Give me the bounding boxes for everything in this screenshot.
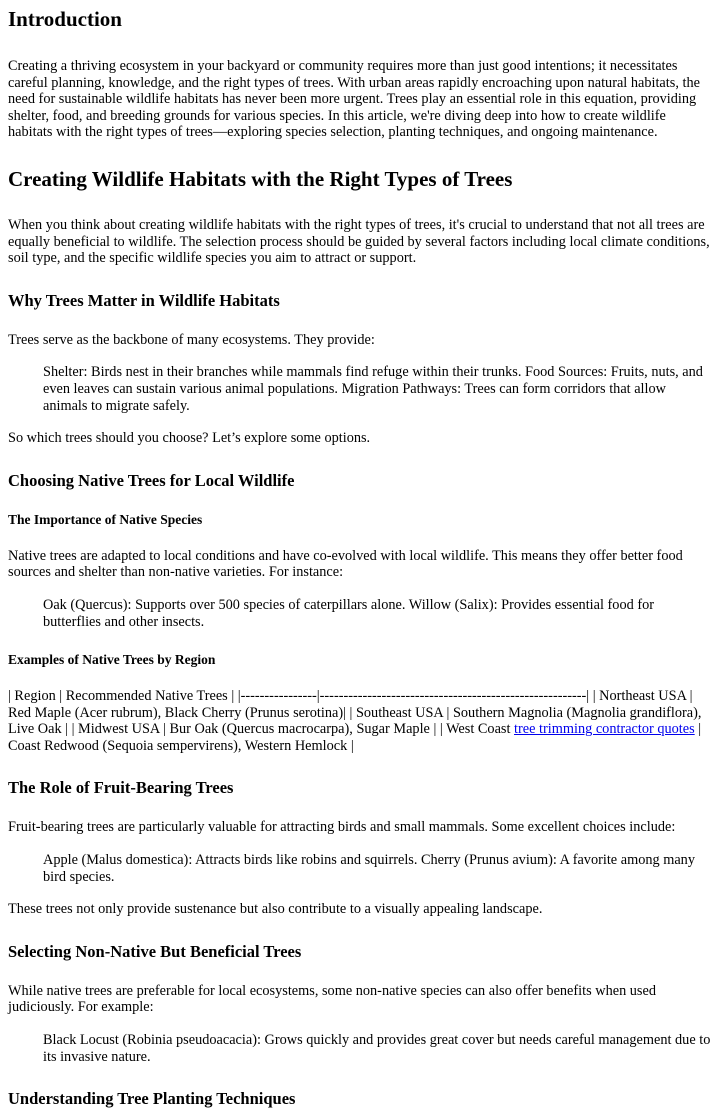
native-heading: Choosing Native Trees for Local Wildlife	[8, 470, 295, 490]
native-importance-paragraph: Native trees are adapted to local conditions and have co-evolved with local wildlife. This means they offer better food sources and shelter than non-native varieties. For instance:	[8, 547, 683, 581]
main-heading: Creating Wildlife Habitats with the Right Types of Trees	[8, 166, 513, 191]
nonnative-quote: Black Locust (Robinia pseudoacacia): Grows quickly and provides great cover but needs careful management due to its invasive nature.	[43, 1032, 711, 1065]
nonnative-paragraph: While native trees are preferable for local ecosystems, some non-native species can also offer benefits when used judiciously. For example:	[8, 982, 656, 1016]
fruit-paragraph: Fruit-bearing trees are particularly valuable for attracting birds and small mammals. Some excellent choices include:	[8, 819, 676, 836]
native-importance-heading: The Importance of Native Species	[8, 511, 203, 527]
native-trees-table-text	[8, 688, 712, 754]
nonnative-heading: Selecting Non-Native But Beneficial Trees	[8, 941, 302, 961]
intro-heading: Introduction	[8, 7, 122, 31]
main-paragraph: When you think about creating wildlife habitats with the right types of trees, it's crucial to understand that not all trees are equally beneficial to wildlife. The selection process should be guided by several factors including local climate conditions, soil type, and the specific wildlife species you aim to attract or support.	[8, 216, 710, 267]
tree-trimming-quotes-link[interactable]: tree trimming contractor quotes	[514, 721, 695, 738]
why-heading: Why Trees Matter in Wildlife Habitats	[8, 290, 280, 310]
native-examples-heading: Examples of Native Trees by Region	[8, 652, 216, 668]
fruit-outro: These trees not only provide sustenance but also contribute to a visually appealing landscape.	[8, 901, 543, 918]
table-text-before-link: | Region | Recommended Native Trees | |----------------|--------------------------------------------------------| | Northeast USA | Red Maple (Acer rubrum), Black Cherry (Prunus serotina)| | Southeast USA | Southern Magnolia (Magnolia grandiflora), Live Oak | | Midwest USA | Bur Oak (Quercus macrocarpa), Sugar Maple | | West Coast	[8, 688, 702, 738]
planting-heading: Understanding Tree Planting Techniques	[8, 1089, 296, 1108]
fruit-quote: Apple (Malus domestica): Attracts birds like robins and squirrels. Cherry (Prunus avium): A favorite among many bird species.	[43, 852, 695, 885]
intro-paragraph: Creating a thriving ecosystem in your backyard or community requires more than just good intentions; it necessitates careful planning, knowledge, and the right types of trees. With urban areas rapidly encroaching upon natural habitats, the need for sustainable wildlife habitats has never been more urgent. Trees play an essential role in this equation, providing shelter, food, and breeding grounds for various species. In this article, we're diving deep into how to create wildlife habitats with the right types of trees—exploring species selection, planting techniques, and ongoing maintenance.	[8, 58, 700, 141]
why-intro: Trees serve as the backbone of many ecosystems. They provide:	[8, 331, 375, 348]
why-quote: Shelter: Birds nest in their branches while mammals find refuge within their trunks. Food Sources: Fruits, nuts, and even leaves can sustain various animal populations. Migration Pathways: Trees can form corridors that allow animals to migrate safely.	[43, 364, 703, 414]
fruit-heading: The Role of Fruit-Bearing Trees	[8, 778, 234, 798]
table-text-after-link: | Coast Redwood (Sequoia sempervirens), Western Hemlock |	[8, 721, 702, 754]
native-importance-quote: Oak (Quercus): Supports over 500 species of caterpillars alone. Willow (Salix): Provides essential food for butterflies and other insects.	[43, 596, 654, 630]
why-outro: So which trees should you choose? Let’s explore some options.	[8, 430, 371, 447]
